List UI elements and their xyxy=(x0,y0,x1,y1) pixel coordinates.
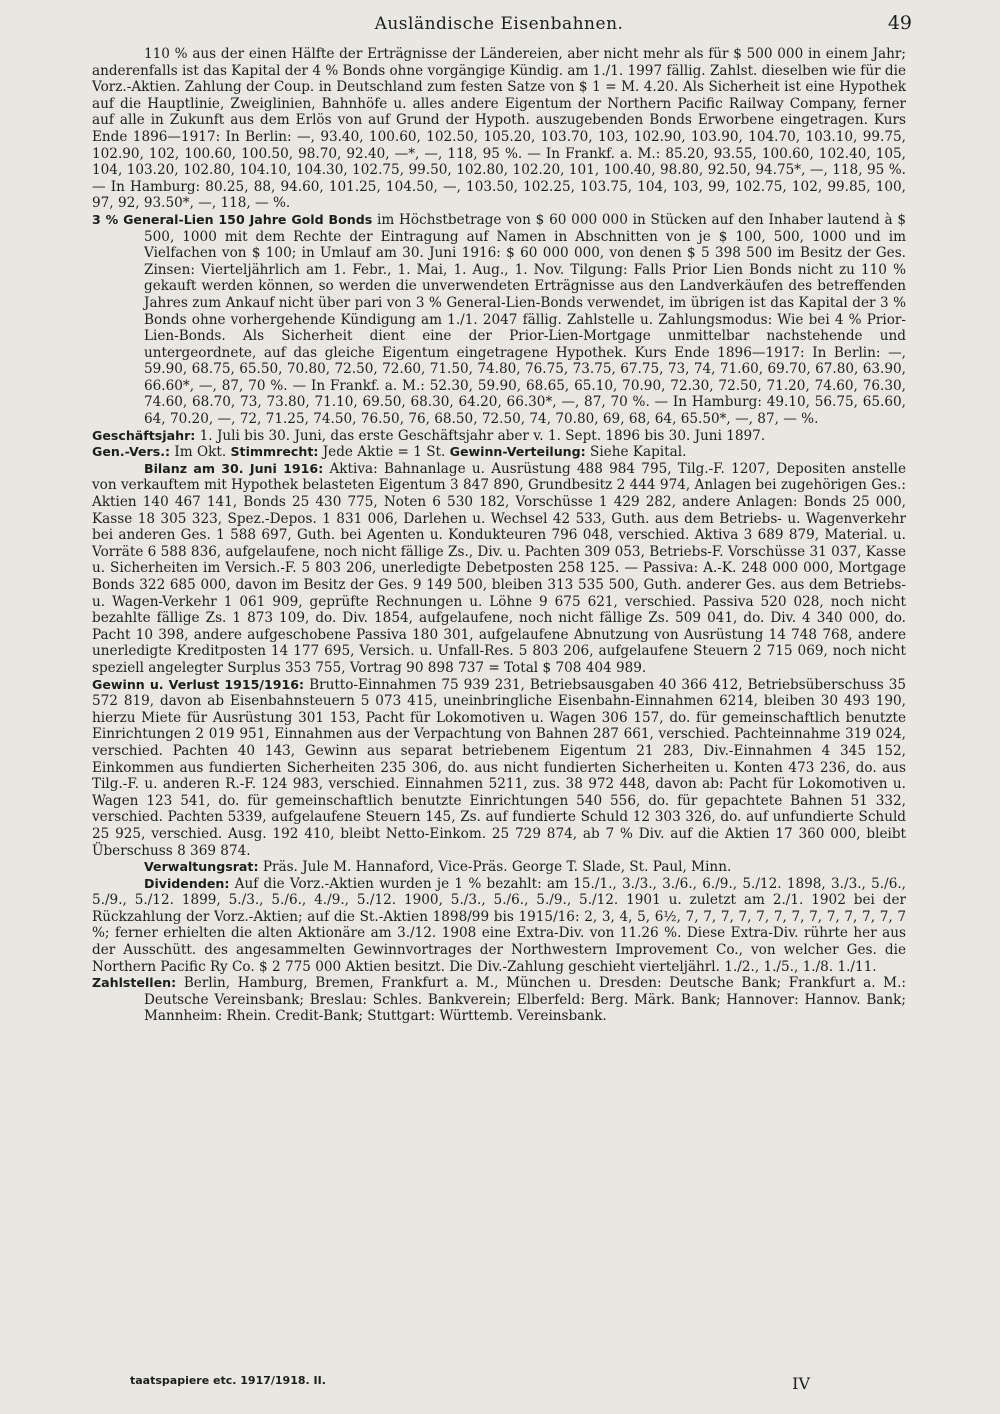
page-number: 49 xyxy=(887,12,912,34)
fiscal-year-paragraph xyxy=(92,428,906,445)
balance-label: Bilanz am 30. Juni 1916: xyxy=(144,460,324,476)
balance-text: Aktiva: Bahnanlage u. Ausrüstung 488 984 795, Tilg.-F. 1207, Depositen anstelle von verkauftem mit Hypothek belasteten Eigentum 3 847 890, Grundbesitz 2 444 974, Anlagen bei zugehörigen Ges.: Aktien 140 467 141, Bonds 25 430 775, Noten 6 530 182, Vorschüsse 1 429 282, andere Anlagen: Bonds 25 000, Kasse 18 305 323, Spez.-Depos. 1 831 006, Darlehen u. Wechsel 42 533, Guth. aus dem Betriebs- u. Wagenverkehr bei anderen Ges. 1 588 697, Guth. bei Agenten u. Kondukteuren 796 048, verschied. Aktiva 3 689 879, Material. u. Vorräte 6 588 836, aufgelaufene, noch nicht fällige Zs., Div. u. Pachten 309 053, Betriebs-F. Vorschüsse 31 037, Kasse u. Sicherheiten im Versich.-F. 5 803 206, unerledigte Debetposten 258 125. — Passiva: A.-K. 248 000 000, Mortgage Bonds 322 685 000, davon im Besitz der Ges. 9 149 500, bleiben 313 535 500, Guth. anderer Ges. aus dem Betriebs- u. Wagen-Verkehr 1 061 909, geprüfte Rechnungen u. Löhne 9 675 621, verschied. Passiva 520 028, noch nicht bezahlte fällige Zs. 1 873 109, do. Div. 1854, aufgelaufene, noch nicht fällige Zs. 509 041, do. Div. 4 340 000, do. Pacht 10 398, andere aufgeschobene Passiva 180 301, aufgelaufene Abnutzung von Ausrüstung 14 748 768, andere unerledigte Kreditposten 14 177 695, Versich. u. Unfall-Res. 5 803 206, aufgelaufene Steuern 2 715 069, noch nicht speziell angelegter Surplus 353 755, Vortrag 90 898 737 = Total $ 708 404 989. xyxy=(92,460,906,676)
voting-text: Jede Aktie = 1 St. xyxy=(322,444,446,461)
profit-distribution-label: Gewinn-Verteilung: xyxy=(449,444,586,460)
fiscal-year-text: 1. Juli bis 30. Juni, das erste Geschäftsjahr aber v. 1. Sept. 1896 bis 30. Juni 1897. xyxy=(199,427,766,444)
document-body xyxy=(92,46,906,1025)
paying-agents-paragraph xyxy=(92,975,906,1025)
profit-loss-paragraph xyxy=(92,677,906,860)
general-lien-paragraph xyxy=(92,212,906,428)
board-paragraph xyxy=(92,859,906,876)
fiscal-year-label: Geschäftsjahr: xyxy=(92,427,196,443)
dividends-paragraph xyxy=(92,876,906,976)
general-lien-text: im Höchstbetrage von $ 60 000 000 in Stücken auf den Inhaber lautend à $ 500, 1000 mit dem Rechte der Eintragung auf Namen in Abschnitten von je $ 100, 500, 1000 und im Vielfachen von $ 100; in Umlauf am 30. Juni 1916: $ 60 000 000, von denen $ 5 398 500 im Besitz der Ges. Zinsen: Vierteljährlich am 1. Febr., 1. Mai, 1. Aug., 1. Nov. Tilgung: Falls Prior Lien Bonds nicht zu 110 % gekauft werden können, so werden die unverwendeten Erträgnisse aus den Landverkäufen des betreffenden Jahres zum Ankauf nicht über pari von 3 % General-Lien-Bonds verwendet, im übrigen ist das Kapital der 3 % Bonds ohne vorhergehende Kündigung am 1./1. 2047 fällig. Zahlstelle u. Zahlungsmodus: Wie bei 4 % Prior-Lien-Bonds. Als Sicherheit dient eine der Prior-Lien-Mortgage unmittelbar nachstehende und untergeordnete, auf das gleiche Eigentum eingetragene Hypothek. Kurs Ende 1896—1917: In Berlin: —, 59.90, 68.75, 65.50, 70.80, 72.50, 72.60, 71.50, 74.80, 76.75, 73.75, 67.75, 73, 74, 71.60, 69.70, 67.80, 63.90, 66.60*, —, 87, 70 %. — In Frankf. a. M.: 52.30, 59.90, 68.65, 65.10, 70.90, 72.30, 72.50, 71.20, 74.60, 76.30, 74.60, 68.70, 73, 73.80, 71.10, 69.50, 68.30, 64.20, 66.30*, —, 87, 70 %. — In Hamburg: 49.10, 56.75, 65.60, 64, 70.20, —, 72, 71.25, 74.50, 76.50, 76, 68.50, 72.50, 74, 70.80, 69, 68, 64, 65.50*, —, 87, — %. xyxy=(144,211,906,428)
running-title: Ausländische Eisenbahnen. xyxy=(374,14,624,34)
dividends-label: Dividenden: xyxy=(144,875,230,891)
balance-paragraph xyxy=(92,461,906,677)
board-text: Präs. Jule M. Hannaford, Vice-Präs. George T. Slade, St. Paul, Minn. xyxy=(262,859,732,876)
footer-source: taatspapiere etc. 1917/1918. II. xyxy=(130,1374,326,1387)
paying-agents-text: Berlin, Hamburg, Bremen, Frankfurt a. M., München u. Dresden: Deutsche Bank; Frankfurt a. M.: Deutsche Vereinsbank; Breslau: Schles. Bankverein; Elberfeld: Berg. Märk. Bank; Hannover: Hannov. Bank; Mannheim: Rhein. Credit-Bank; Stuttgart: Württemb. Vereinsbank. xyxy=(144,975,906,1025)
profit-loss-label: Gewinn u. Verlust 1915/1916: xyxy=(92,676,305,692)
profit-distribution-text: Siehe Kapital. xyxy=(590,444,687,461)
general-lien-heading: 3 % General-Lien 150 Jahre Gold Bonds xyxy=(92,211,373,227)
paying-agents-label: Zahlstellen: xyxy=(92,975,177,991)
profit-loss-text: Brutto-Einnahmen 75 939 231, Betriebsausgaben 40 366 412, Betriebsüberschuss 35 572 819, davon ab Eisenbahnsteuern 5 073 415, uneinbringliche Eisenbahn-Einnahmen 6214, bleiben 30 493 190, hierzu Miete für Ausrüstung 301 153, Pacht für Lokomotiven u. Wagen 306 157, do. für gemeinschaftlich benutzte Einrichtungen 2 019 951, Einnahmen aus der Verpachtung von Bahnen 287 661, verschied. Pachteinnahme 319 024, verschied. Pachten 40 143, Gewinn aus separat betriebenem Eigentum 21 283, Div.-Einnahmen 4 345 152, Einkommen aus fundierten Sicherheiten 235 306, do. aus nicht fundierten Sicherheiten u. Konten 473 236, do. aus Tilg.-F. u. anderen R.-F. 124 983, verschied. Einnahmen 5211, zus. 38 972 448, davon ab: Pacht für Lokomotiven u. Wagen 123 541, do. für gemeinschaftlich benutzte Einrichtungen 540 556, do. für gepachtete Bahnen 51 332, verschied. Pachten 5339, aufgelaufene Steuern 145, Zs. auf fundierte Schuld 12 303 326, do. auf unfundierte Schuld 25 925, verschied. Ausg. 192 410, bleibt Netto-Einkom. 25 729 874, ab 7 % Div. auf die Aktien 17 360 000, bleibt Überschuss 8 369 874. xyxy=(92,676,907,859)
meeting-text: Im Okt. xyxy=(174,444,227,461)
voting-label: Stimmrecht: xyxy=(230,444,319,460)
dividends-text: Auf die Vorz.-Aktien wurden je 1 % bezahlt: am 15./1., 3./3., 3./6., 6./9., 5./12. 1898, 3./3., 5./6., 5./9., 5./12. 1899, 5./3., 5./6., 4./9., 5./12. 1900, 5./3., 5./6., 5./9., 5./12. 1901 u. zuletzt am 2./1. 1902 bei der Rückzahlung der Vorz.-Aktien; auf die St.-Aktien 1898/99 bis 1915/16: 2, 3, 4, 5, 6½, 7, 7, 7, 7, 7, 7, 7, 7, 7, 7, 7, 7, 7 %; ferner erhielten die alten Aktionäre am 3./12. 1908 eine Extra-Div. von 11.26 %. Diese Extra-Div. rührte her aus der Ausschütt. des angesammelten Gewinnvortrages der Northwestern Improvement Co., von welcher Ges. die Northern Pacific Ry Co. $ 2 775 000 Aktien besitzt. Die Div.-Zahlung geschieht vierteljährl. 1./2., 1./5., 1./8. 1./11. xyxy=(92,875,906,975)
page-header xyxy=(92,6,912,46)
bonds-paragraph: 110 % aus der einen Hälfte der Erträgnisse der Ländereien, aber nicht mehr als für $ 500 000 in einem Jahr; anderenfalls ist das Kapital der 4 % Bonds ohne vorgängige Kündig. am 1./1. 1997 fällig. Zahlst. dieselben wie für die Vorz.-Aktien. Zahlung der Coup. in Deutschland zum festen Satze von $ 1 = M. 4.20. Als Sicherheit ist eine Hypothek auf die Hauptlinie, Zweiglinien, Bahnhöfe u. alles andere Eigentum der Northern Pacific Railway Company, ferner auf alle in Zukunft aus dem Erlös von auf Grund der Hypoth. auszugebenden Bonds Erworbene eingetragen. Kurs Ende 1896—1917: In Berlin: —, 93.40, 100.60, 102.50, 105.20, 103.70, 103, 102.90, 103.90, 104.70, 103.10, 99.75, 102.90, 102, 100.60, 100.50, 98.70, 92.40, —*, —, 118, 95 %. — In Frankf. a. M.: 85.20, 93.55, 100.60, 102.40, 105, 104, 103.20, 102.80, 104.10, 104.30, 102.75, 99.50, 102.80, 102.20, 101, 100.40, 98.80, 92.50, 94.75*, —, 118, 95 %. — In Hamburg: 80.25, 88, 94.60, 101.25, 104.50, —, 103.50, 102.25, 103.75, 104, 103, 99, 102.75, 102, 99.85, 100, 97, 92, 93.50*, —, 118, — %. xyxy=(92,46,907,212)
meeting-vote-paragraph xyxy=(92,444,906,461)
board-label: Verwaltungsrat: xyxy=(144,859,259,875)
footer-sheet-number: IV xyxy=(792,1374,810,1393)
meeting-label: Gen.-Vers.: xyxy=(92,444,171,460)
